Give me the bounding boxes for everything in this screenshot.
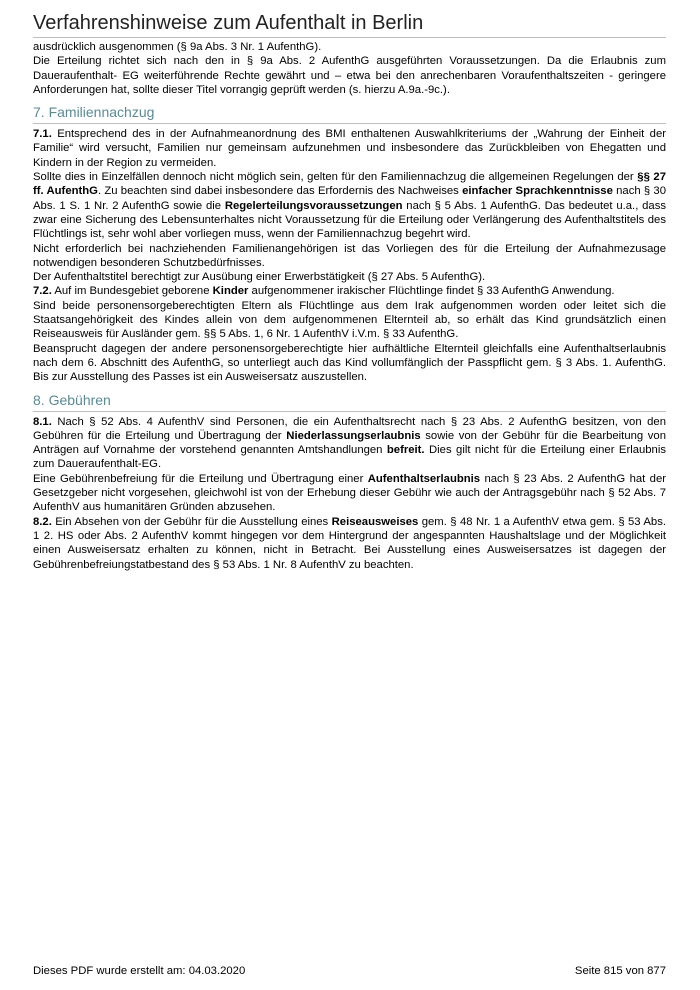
- section-gebuehren: [33, 392, 666, 572]
- paragraph-8-1-b: [33, 472, 666, 515]
- para-number-7-2: 7.2.: [33, 285, 52, 298]
- para-number-8-1: 8.1.: [33, 415, 52, 428]
- bold-text: Niederlassungserlaubnis: [286, 429, 421, 442]
- bold-text: Aufenthaltserlaubnis: [367, 472, 481, 485]
- bold-text: §§ 27 ff. AufenthG: [33, 171, 666, 198]
- bold-text: Kinder: [212, 285, 249, 298]
- para-number-7-1: 7.1.: [33, 128, 52, 141]
- para-text: Dies gilt nicht für die Erteilung einer Erlaubnis zum Daueraufenthalt-EG.: [33, 444, 667, 471]
- intro-paragraph-2: Die Erteilung richtet sich nach den in § 9a Abs. 2 AufenthG ausgeführten Voraussetzungen. Da die Erlaubnis zum Daueraufenthalt- EG weiterführende Rechte gewährt und – etwa bei den anrechenbaren Voraufenthaltszeiten - geringere Anforderungen hat, sollte dieser Titel vorrangig geprüft werden (s. hierzu A.9a.-9c.).: [33, 55, 666, 96]
- para-text: nach § 23 Abs. 2 AufenthG hat der Gesetzgeber nicht vorgesehen, gleichwohl ist von der Erhebung dieser Gebühr wie auch der Antragsgebühr nach § 52 Abs. 7 AufenthV aus humanitären Gründen abzusehen.: [33, 472, 666, 514]
- title-divider: [33, 37, 666, 38]
- para-text: . Zu beachten sind dabei insbesondere das Erfordernis des Nachweises: [97, 185, 463, 198]
- paragraph-8-2: [33, 515, 666, 572]
- para-text: Nach § 52 Abs. 4 AufenthV sind Personen, die ein Aufenthaltsrecht nach § 23 Abs. 2 AufenthG besitzen, von den Gebühren für die Erteilung und Übertragung der: [33, 415, 666, 442]
- paragraph-7-1-c: Nicht erforderlich bei nachziehenden Familienangehörigen ist das Vorliegen des für die Erteilung der Aufnahmezusage notwendigen besonderen Schutzbedürfnisses.: [33, 242, 666, 269]
- section-heading-7: 7. Familiennachzug: [33, 104, 155, 121]
- paragraph-7-1: [33, 127, 666, 170]
- paragraph-7-1-b: [33, 170, 666, 241]
- para-text: gem. § 48 Nr. 1 a AufenthV etwa gem. § 53 Abs. 1 2. HS oder Abs. 2 AufenthV kommt hingegen vor dem Hintergrund der angespannten Haushaltslage und der Möglichkeit einen Ausweisersatz erhalten zu können, nicht in Betracht. Bei Ausstellung eines Ausweisersatzes ist dagegen der Gebührenbefreiungstatbestand des § 53 Abs. 1 Nr. 8 AufenthV zu beachten.: [33, 515, 666, 571]
- para-text: nach § 5 Abs. 1 AufenthG. Das bedeutet u.a., dass zwar eine Sicherung des Lebensunterhaltes nicht Voraussetzung für die Erteilung oder Verlängerung des Aufenthaltstitels des Flüchtlings ist, sehr wohl aber vorliegen muss, wenn der Familiennachzug begehrt wird.: [33, 199, 666, 241]
- section-familiennachzug: [33, 104, 666, 384]
- para-text: Auf im Bundesgebiet geborene: [51, 285, 213, 298]
- para-text: Eine Gebührenbefreiung für die Erteilung und Übertragung einer: [33, 472, 368, 485]
- footer-page-number: Seite 815 von 877: [574, 965, 666, 977]
- bold-text: Regelerteilungsvoraussetzungen: [224, 199, 403, 212]
- paragraph-7-1-d: Der Aufenthaltstitel berechtigt zur Ausübung einer Erwerbstätigkeit (§ 27 Abs. 5 AufenthG).: [33, 271, 486, 284]
- paragraph-7-2-c: Beansprucht dagegen der andere personensorgeberechtigte hier aufhältliche Elternteil gleichfalls eine Aufenthaltserlaubnis nach dem 6. Abschnitt des AufenthG, so unterliegt auch das Kind vollumfänglich der Passpflicht gem. § 3 Abs. 1. AufenthG. Bis zur Ausstellung des Passes ist ein Ausweisersatz auszustellen.: [33, 342, 666, 384]
- document-body: [33, 40, 666, 572]
- paragraph-7-2-b: Sind beide personensorgeberechtigten Eltern als Flüchtlinge aus dem Irak aufgenommen worden oder leitet sich die Staatsangehörigkeit des Kindes allein von dem aufgenommenen Elternteil ab, so erhält das Kind grundsätzlich einen Reiseausweis für Ausländer gem. §§ 5 Abs. 1, 6 Nr. 1 AufenthV i.V.m. § 33 AufenthG.: [33, 299, 666, 341]
- page-title: Verfahrenshinweise zum Aufenthalt in Berlin: [33, 12, 424, 34]
- bold-text: einfacher Sprachkenntnisse: [462, 185, 613, 198]
- para-text: Ein Absehen von der Gebühr für die Ausstellung eines: [51, 515, 332, 528]
- bold-text: befreit.: [386, 444, 425, 457]
- para-text: nach § 30 Abs. 1 S. 1 Nr. 2 AufenthG sowie die: [33, 185, 666, 212]
- para-text: sowie von der Gebühr für die Bearbeitung von Anträgen auf Vornahme der vorstehend genannten Amtshandlungen: [33, 429, 666, 457]
- para-text: Sollte dies in Einzelfällen dennoch nicht möglich sein, gelten für den Familiennachzug die allgemeinen Regelungen der: [33, 171, 638, 184]
- para-text: Entsprechend des in der Aufnahmeanordnung des BMI enthaltenen Auswahlkriteriums der „Wahrung der Einheit der Familie“ wird versucht, Familien nur gemeinsam aufzunehmen und insbesondere das Zurückbleiben von Ehegatten und Kindern in der Region zu vermeiden.: [33, 128, 666, 169]
- para-text: aufgenommener irakischer Flüchtlinge findet § 33 AufenthG Anwendung.: [248, 285, 615, 298]
- section-8-divider: [33, 411, 666, 412]
- section-heading-8: 8. Gebühren: [33, 391, 111, 408]
- intro-paragraph-1: ausdrücklich ausgenommen (§ 9a Abs. 3 Nr. 1 AufenthG).: [33, 41, 322, 53]
- paragraph-8-1: [33, 415, 666, 472]
- paragraph-7-2: [33, 284, 666, 298]
- para-number-8-2: 8.2.: [33, 515, 52, 528]
- bold-text: Reiseausweises: [331, 515, 419, 528]
- section-7-divider: [33, 123, 666, 124]
- footer-created-date: Dieses PDF wurde erstellt am: 04.03.2020: [33, 965, 246, 977]
